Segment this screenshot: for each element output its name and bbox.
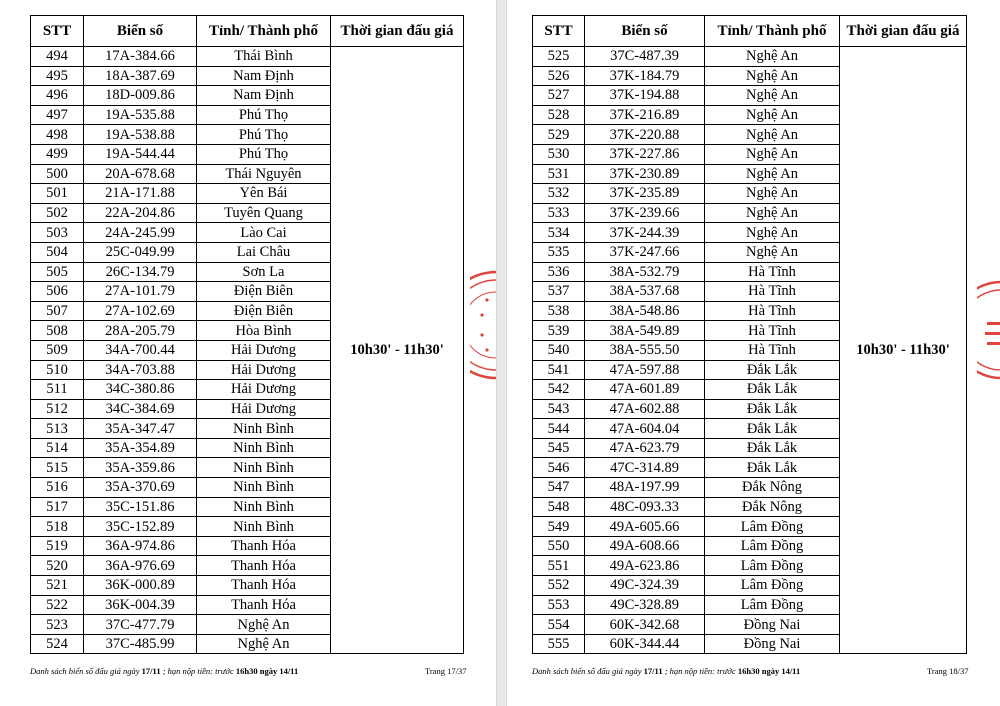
row-province: Thái Bình	[197, 47, 331, 67]
row-plate: 35C-152.89	[84, 517, 197, 537]
row-province: Nghệ An	[705, 47, 840, 67]
footer-note	[30, 666, 298, 676]
row-stt: 499	[31, 144, 84, 164]
row-province: Hà Tĩnh	[705, 282, 840, 302]
header-time: Thời gian đấu giá	[331, 16, 464, 47]
row-stt: 522	[31, 595, 84, 615]
row-province: Nghệ An	[705, 223, 840, 243]
row-stt: 508	[31, 321, 84, 341]
row-plate: 47A-604.04	[585, 419, 705, 439]
row-stt: 495	[31, 66, 84, 86]
row-stt: 552	[533, 576, 585, 596]
row-plate: 37C-485.99	[84, 634, 197, 654]
row-province: Lâm Đồng	[705, 536, 840, 556]
row-plate: 37K-239.66	[585, 203, 705, 223]
row-province: Hà Tĩnh	[705, 262, 840, 282]
footer-auction-date: 17/11	[141, 666, 161, 676]
header-stt: STT	[31, 16, 84, 47]
row-province: Tuyên Quang	[197, 203, 331, 223]
seal-icon	[977, 280, 1000, 380]
table-row	[31, 47, 464, 67]
row-stt: 514	[31, 438, 84, 458]
footer-deadline: 16h30 ngày 14/11	[235, 666, 299, 676]
footer-deadline: 16h30 ngày 14/11	[737, 666, 801, 676]
row-stt: 544	[533, 419, 585, 439]
row-stt: 510	[31, 360, 84, 380]
row-province: Lâm Đồng	[705, 576, 840, 596]
row-stt: 507	[31, 301, 84, 321]
header-province: Tỉnh/ Thành phố	[705, 16, 840, 47]
row-plate: 36A-976.69	[84, 556, 197, 576]
row-plate: 48C-093.33	[585, 497, 705, 517]
row-plate: 22A-204.86	[84, 203, 197, 223]
footer-mid: ; hạn nộp tiền: trước	[662, 666, 738, 676]
row-plate: 49C-324.39	[585, 576, 705, 596]
row-plate: 24A-245.99	[84, 223, 197, 243]
header-time: Thời gian đấu giá	[840, 16, 967, 47]
row-stt: 550	[533, 536, 585, 556]
footer-mid: ; hạn nộp tiền: trước	[160, 666, 236, 676]
row-stt: 513	[31, 419, 84, 439]
row-stt: 526	[533, 66, 585, 86]
row-plate: 37K-194.88	[585, 86, 705, 106]
row-province: Hải Dương	[197, 360, 331, 380]
row-stt: 496	[31, 86, 84, 106]
row-plate: 49A-623.86	[585, 556, 705, 576]
row-province: Thái Nguyên	[197, 164, 331, 184]
row-stt: 503	[31, 223, 84, 243]
row-plate: 48A-197.99	[585, 478, 705, 498]
row-stt: 525	[533, 47, 585, 67]
row-stt: 527	[533, 86, 585, 106]
row-plate: 47A-601.89	[585, 380, 705, 400]
row-province: Nghệ An	[705, 105, 840, 125]
row-plate: 21A-171.88	[84, 184, 197, 204]
auction-time-cell: 10h30' - 11h30'	[840, 47, 967, 654]
row-province: Nam Định	[197, 66, 331, 86]
row-plate: 36K-004.39	[84, 595, 197, 615]
row-province: Hòa Bình	[197, 321, 331, 341]
row-plate: 34C-384.69	[84, 399, 197, 419]
page-number: Trang 17/37	[425, 666, 467, 676]
row-stt: 541	[533, 360, 585, 380]
row-province: Hà Tĩnh	[705, 321, 840, 341]
row-plate: 34C-380.86	[84, 380, 197, 400]
row-province: Ninh Bình	[197, 517, 331, 537]
row-province: Đắk Lắk	[705, 380, 840, 400]
row-plate: 25C-049.99	[84, 242, 197, 262]
row-province: Yên Bái	[197, 184, 331, 204]
row-province: Phú Thọ	[197, 144, 331, 164]
row-stt: 524	[31, 634, 84, 654]
row-stt: 531	[533, 164, 585, 184]
row-stt: 547	[533, 478, 585, 498]
row-province: Điện Biên	[197, 282, 331, 302]
page-18	[506, 0, 1000, 706]
page-gutter	[496, 0, 506, 706]
row-stt: 539	[533, 321, 585, 341]
row-stt: 521	[31, 576, 84, 596]
row-plate: 60K-344.44	[585, 634, 705, 654]
row-stt: 533	[533, 203, 585, 223]
row-province: Đắk Lắk	[705, 360, 840, 380]
row-stt: 515	[31, 458, 84, 478]
row-province: Hải Dương	[197, 399, 331, 419]
row-plate: 36K-000.89	[84, 576, 197, 596]
row-plate: 19A-535.88	[84, 105, 197, 125]
row-province: Lâm Đồng	[705, 595, 840, 615]
row-province: Thanh Hóa	[197, 595, 331, 615]
row-province: Đắk Lắk	[705, 419, 840, 439]
row-province: Đồng Nai	[705, 615, 840, 635]
row-plate: 27A-102.69	[84, 301, 197, 321]
plate-table-right	[532, 15, 967, 654]
row-stt: 494	[31, 47, 84, 67]
row-plate: 37K-235.89	[585, 184, 705, 204]
row-plate: 38A-537.68	[585, 282, 705, 302]
row-province: Hà Tĩnh	[705, 301, 840, 321]
header-province: Tỉnh/ Thành phố	[197, 16, 331, 47]
row-stt: 540	[533, 340, 585, 360]
row-stt: 504	[31, 242, 84, 262]
row-province: Thanh Hóa	[197, 576, 331, 596]
row-plate: 47A-602.88	[585, 399, 705, 419]
row-plate: 17A-384.66	[84, 47, 197, 67]
row-plate: 49A-605.66	[585, 517, 705, 537]
row-stt: 516	[31, 478, 84, 498]
row-stt: 517	[31, 497, 84, 517]
plate-table-left	[30, 15, 464, 654]
row-province: Nghệ An	[705, 184, 840, 204]
row-province: Hà Tĩnh	[705, 340, 840, 360]
row-stt: 523	[31, 615, 84, 635]
row-stt: 542	[533, 380, 585, 400]
row-province: Thanh Hóa	[197, 536, 331, 556]
header-plate: Biển số	[585, 16, 705, 47]
row-province: Sơn La	[197, 262, 331, 282]
row-stt: 545	[533, 438, 585, 458]
row-plate: 35A-370.69	[84, 478, 197, 498]
footer-auction-date: 17/11	[643, 666, 663, 676]
row-plate: 47A-597.88	[585, 360, 705, 380]
row-stt: 543	[533, 399, 585, 419]
row-stt: 554	[533, 615, 585, 635]
row-province: Ninh Bình	[197, 478, 331, 498]
row-plate: 38A-549.89	[585, 321, 705, 341]
row-plate: 34A-700.44	[84, 340, 197, 360]
row-province: Ninh Bình	[197, 419, 331, 439]
header-stt: STT	[533, 16, 585, 47]
row-stt: 501	[31, 184, 84, 204]
row-plate: 27A-101.79	[84, 282, 197, 302]
row-stt: 502	[31, 203, 84, 223]
row-plate: 35C-151.86	[84, 497, 197, 517]
row-stt: 534	[533, 223, 585, 243]
row-plate: 35A-354.89	[84, 438, 197, 458]
row-plate: 18D-009.86	[84, 86, 197, 106]
auction-time-cell: 10h30' - 11h30'	[331, 47, 464, 654]
row-province: Điện Biên	[197, 301, 331, 321]
row-stt: 535	[533, 242, 585, 262]
row-plate: 38A-548.86	[585, 301, 705, 321]
row-stt: 551	[533, 556, 585, 576]
row-plate: 35A-347.47	[84, 419, 197, 439]
page-number: Trang 18/37	[927, 666, 969, 676]
row-plate: 26C-134.79	[84, 262, 197, 282]
row-province: Nghệ An	[705, 125, 840, 145]
footer-prefix: Danh sách biển số đấu giá ngày	[532, 666, 644, 676]
row-stt: 498	[31, 125, 84, 145]
page-17	[0, 0, 497, 706]
row-plate: 37K-247.66	[585, 242, 705, 262]
footer-note	[532, 666, 800, 676]
row-province: Đắk Nông	[705, 497, 840, 517]
row-province: Nghệ An	[705, 86, 840, 106]
row-plate: 49A-608.66	[585, 536, 705, 556]
row-stt: 500	[31, 164, 84, 184]
row-province: Nghệ An	[197, 615, 331, 635]
row-stt: 553	[533, 595, 585, 615]
row-stt: 512	[31, 399, 84, 419]
row-province: Nghệ An	[705, 144, 840, 164]
row-plate: 37K-220.88	[585, 125, 705, 145]
row-plate: 34A-703.88	[84, 360, 197, 380]
row-plate: 47C-314.89	[585, 458, 705, 478]
row-plate: 28A-205.79	[84, 321, 197, 341]
row-plate: 38A-532.79	[585, 262, 705, 282]
row-plate: 60K-342.68	[585, 615, 705, 635]
header-plate: Biển số	[84, 16, 197, 47]
row-stt: 511	[31, 380, 84, 400]
row-stt: 529	[533, 125, 585, 145]
row-province: Đắk Lắk	[705, 438, 840, 458]
row-plate: 49C-328.89	[585, 595, 705, 615]
row-stt: 546	[533, 458, 585, 478]
row-province: Nghệ An	[705, 242, 840, 262]
row-province: Ninh Bình	[197, 458, 331, 478]
row-province: Nghệ An	[705, 66, 840, 86]
row-stt: 530	[533, 144, 585, 164]
row-province: Phú Thọ	[197, 125, 331, 145]
row-plate: 47A-623.79	[585, 438, 705, 458]
row-stt: 548	[533, 497, 585, 517]
row-stt: 528	[533, 105, 585, 125]
row-stt: 537	[533, 282, 585, 302]
row-stt: 532	[533, 184, 585, 204]
row-plate: 18A-387.69	[84, 66, 197, 86]
row-province: Phú Thọ	[197, 105, 331, 125]
row-plate: 37K-244.39	[585, 223, 705, 243]
row-stt: 538	[533, 301, 585, 321]
row-province: Đắk Lắk	[705, 458, 840, 478]
row-stt: 518	[31, 517, 84, 537]
row-province: Thanh Hóa	[197, 556, 331, 576]
row-plate: 36A-974.86	[84, 536, 197, 556]
row-province: Lào Cai	[197, 223, 331, 243]
row-plate: 37K-216.89	[585, 105, 705, 125]
row-province: Đắk Lắk	[705, 399, 840, 419]
row-plate: 37C-477.79	[84, 615, 197, 635]
row-stt: 520	[31, 556, 84, 576]
row-province: Lâm Đồng	[705, 556, 840, 576]
table-body-left	[31, 47, 464, 654]
row-province: Hải Dương	[197, 380, 331, 400]
row-plate: 38A-555.50	[585, 340, 705, 360]
row-province: Lâm Đồng	[705, 517, 840, 537]
row-plate: 37K-184.79	[585, 66, 705, 86]
row-province: Đồng Nai	[705, 634, 840, 654]
row-stt: 519	[31, 536, 84, 556]
row-province: Ninh Bình	[197, 438, 331, 458]
row-plate: 37K-230.89	[585, 164, 705, 184]
table-header-row	[533, 16, 967, 47]
row-plate: 37K-227.86	[585, 144, 705, 164]
row-province: Nghệ An	[197, 634, 331, 654]
table-body-right	[533, 47, 967, 654]
row-province: Đắk Nông	[705, 478, 840, 498]
table-header-row	[31, 16, 464, 47]
row-stt: 549	[533, 517, 585, 537]
row-plate: 20A-678.68	[84, 164, 197, 184]
row-plate: 35A-359.86	[84, 458, 197, 478]
row-plate: 37C-487.39	[585, 47, 705, 67]
seal-icon	[470, 270, 496, 380]
table-row	[533, 47, 967, 67]
row-province: Nghệ An	[705, 203, 840, 223]
row-stt: 509	[31, 340, 84, 360]
row-stt: 536	[533, 262, 585, 282]
row-stt: 555	[533, 634, 585, 654]
row-province: Lai Châu	[197, 242, 331, 262]
row-plate: 19A-544.44	[84, 144, 197, 164]
row-province: Nam Định	[197, 86, 331, 106]
row-stt: 497	[31, 105, 84, 125]
footer-prefix: Danh sách biển số đấu giá ngày	[30, 666, 142, 676]
row-province: Hải Dương	[197, 340, 331, 360]
row-province: Ninh Bình	[197, 497, 331, 517]
row-stt: 505	[31, 262, 84, 282]
row-province: Nghệ An	[705, 164, 840, 184]
row-plate: 19A-538.88	[84, 125, 197, 145]
row-stt: 506	[31, 282, 84, 302]
